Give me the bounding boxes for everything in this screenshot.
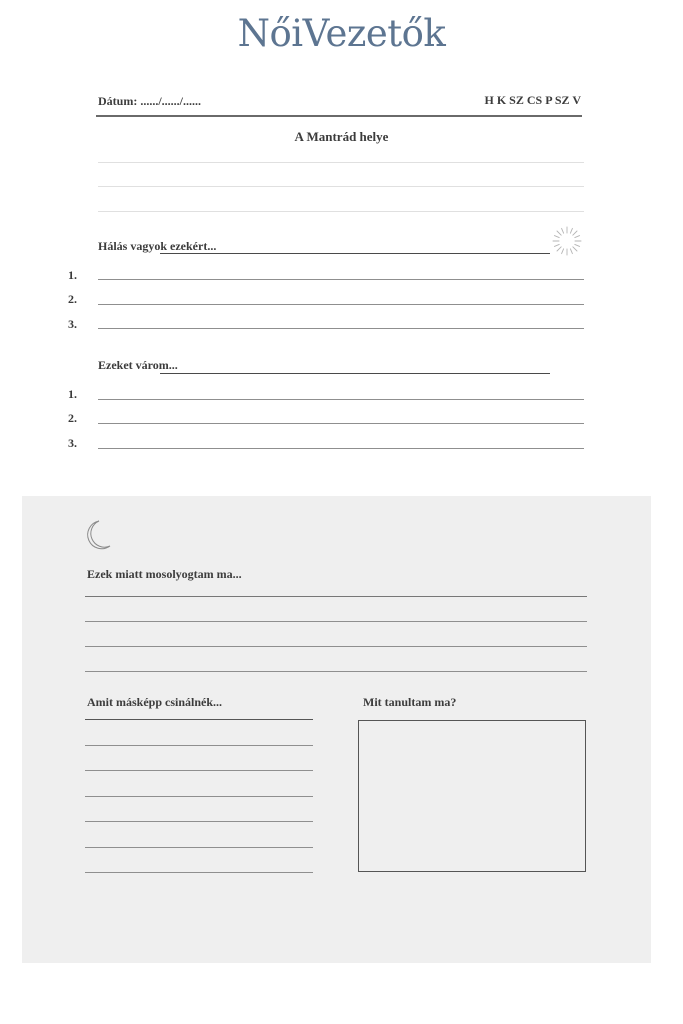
differently-line[interactable]: [85, 847, 313, 848]
expectations-line-2[interactable]: [98, 423, 584, 424]
differently-line[interactable]: [85, 745, 313, 746]
differently-line[interactable]: [85, 821, 313, 822]
mantra-label: A Mantrád helye: [294, 129, 389, 144]
expectations-number-3: 3.: [68, 436, 77, 450]
learned-label: Mit tanultam ma?: [363, 695, 457, 709]
differently-line[interactable]: [85, 872, 313, 873]
expectations-label: Ezeket várom...: [98, 358, 178, 372]
gratitude-line-1[interactable]: [98, 279, 584, 280]
mantra-line: [98, 162, 584, 163]
gratitude-line-3[interactable]: [98, 328, 584, 329]
differently-line[interactable]: [85, 796, 313, 797]
date-label: Dátum: ....../....../......: [98, 94, 201, 108]
header-divider: [96, 115, 582, 117]
gratitude-number-3: 3.: [68, 317, 77, 331]
differently-label: Amit másképp csinálnék...: [87, 695, 223, 709]
mantra-line: [98, 186, 584, 187]
smile-line[interactable]: [85, 621, 587, 622]
gratitude-number-1: 1.: [68, 268, 77, 282]
differently-underline: [85, 719, 313, 720]
expectations-line-3[interactable]: [98, 448, 584, 449]
smile-label: Ezek miatt mosolyogtam ma...: [87, 567, 242, 581]
sun-icon: [551, 225, 583, 257]
smile-line[interactable]: [85, 646, 587, 647]
mantra-line: [98, 211, 584, 212]
differently-line[interactable]: [85, 770, 313, 771]
gratitude-label: Hálás vagyok ezekért...: [98, 239, 217, 253]
smile-underline: [85, 596, 587, 597]
gratitude-number-2: 2.: [68, 292, 77, 306]
gratitude-line-2[interactable]: [98, 304, 584, 305]
weekday-label: H K SZ CS P SZ V: [484, 93, 581, 107]
expectations-underline: [160, 373, 550, 374]
expectations-line-1[interactable]: [98, 399, 584, 400]
expectations-number-2: 2.: [68, 411, 77, 425]
expectations-number-1: 1.: [68, 387, 77, 401]
smile-line[interactable]: [85, 671, 587, 672]
moon-icon: [85, 519, 113, 551]
brand-title: NőiVezetők: [237, 12, 446, 55]
learned-box[interactable]: [358, 720, 586, 872]
gratitude-underline: [160, 253, 550, 254]
